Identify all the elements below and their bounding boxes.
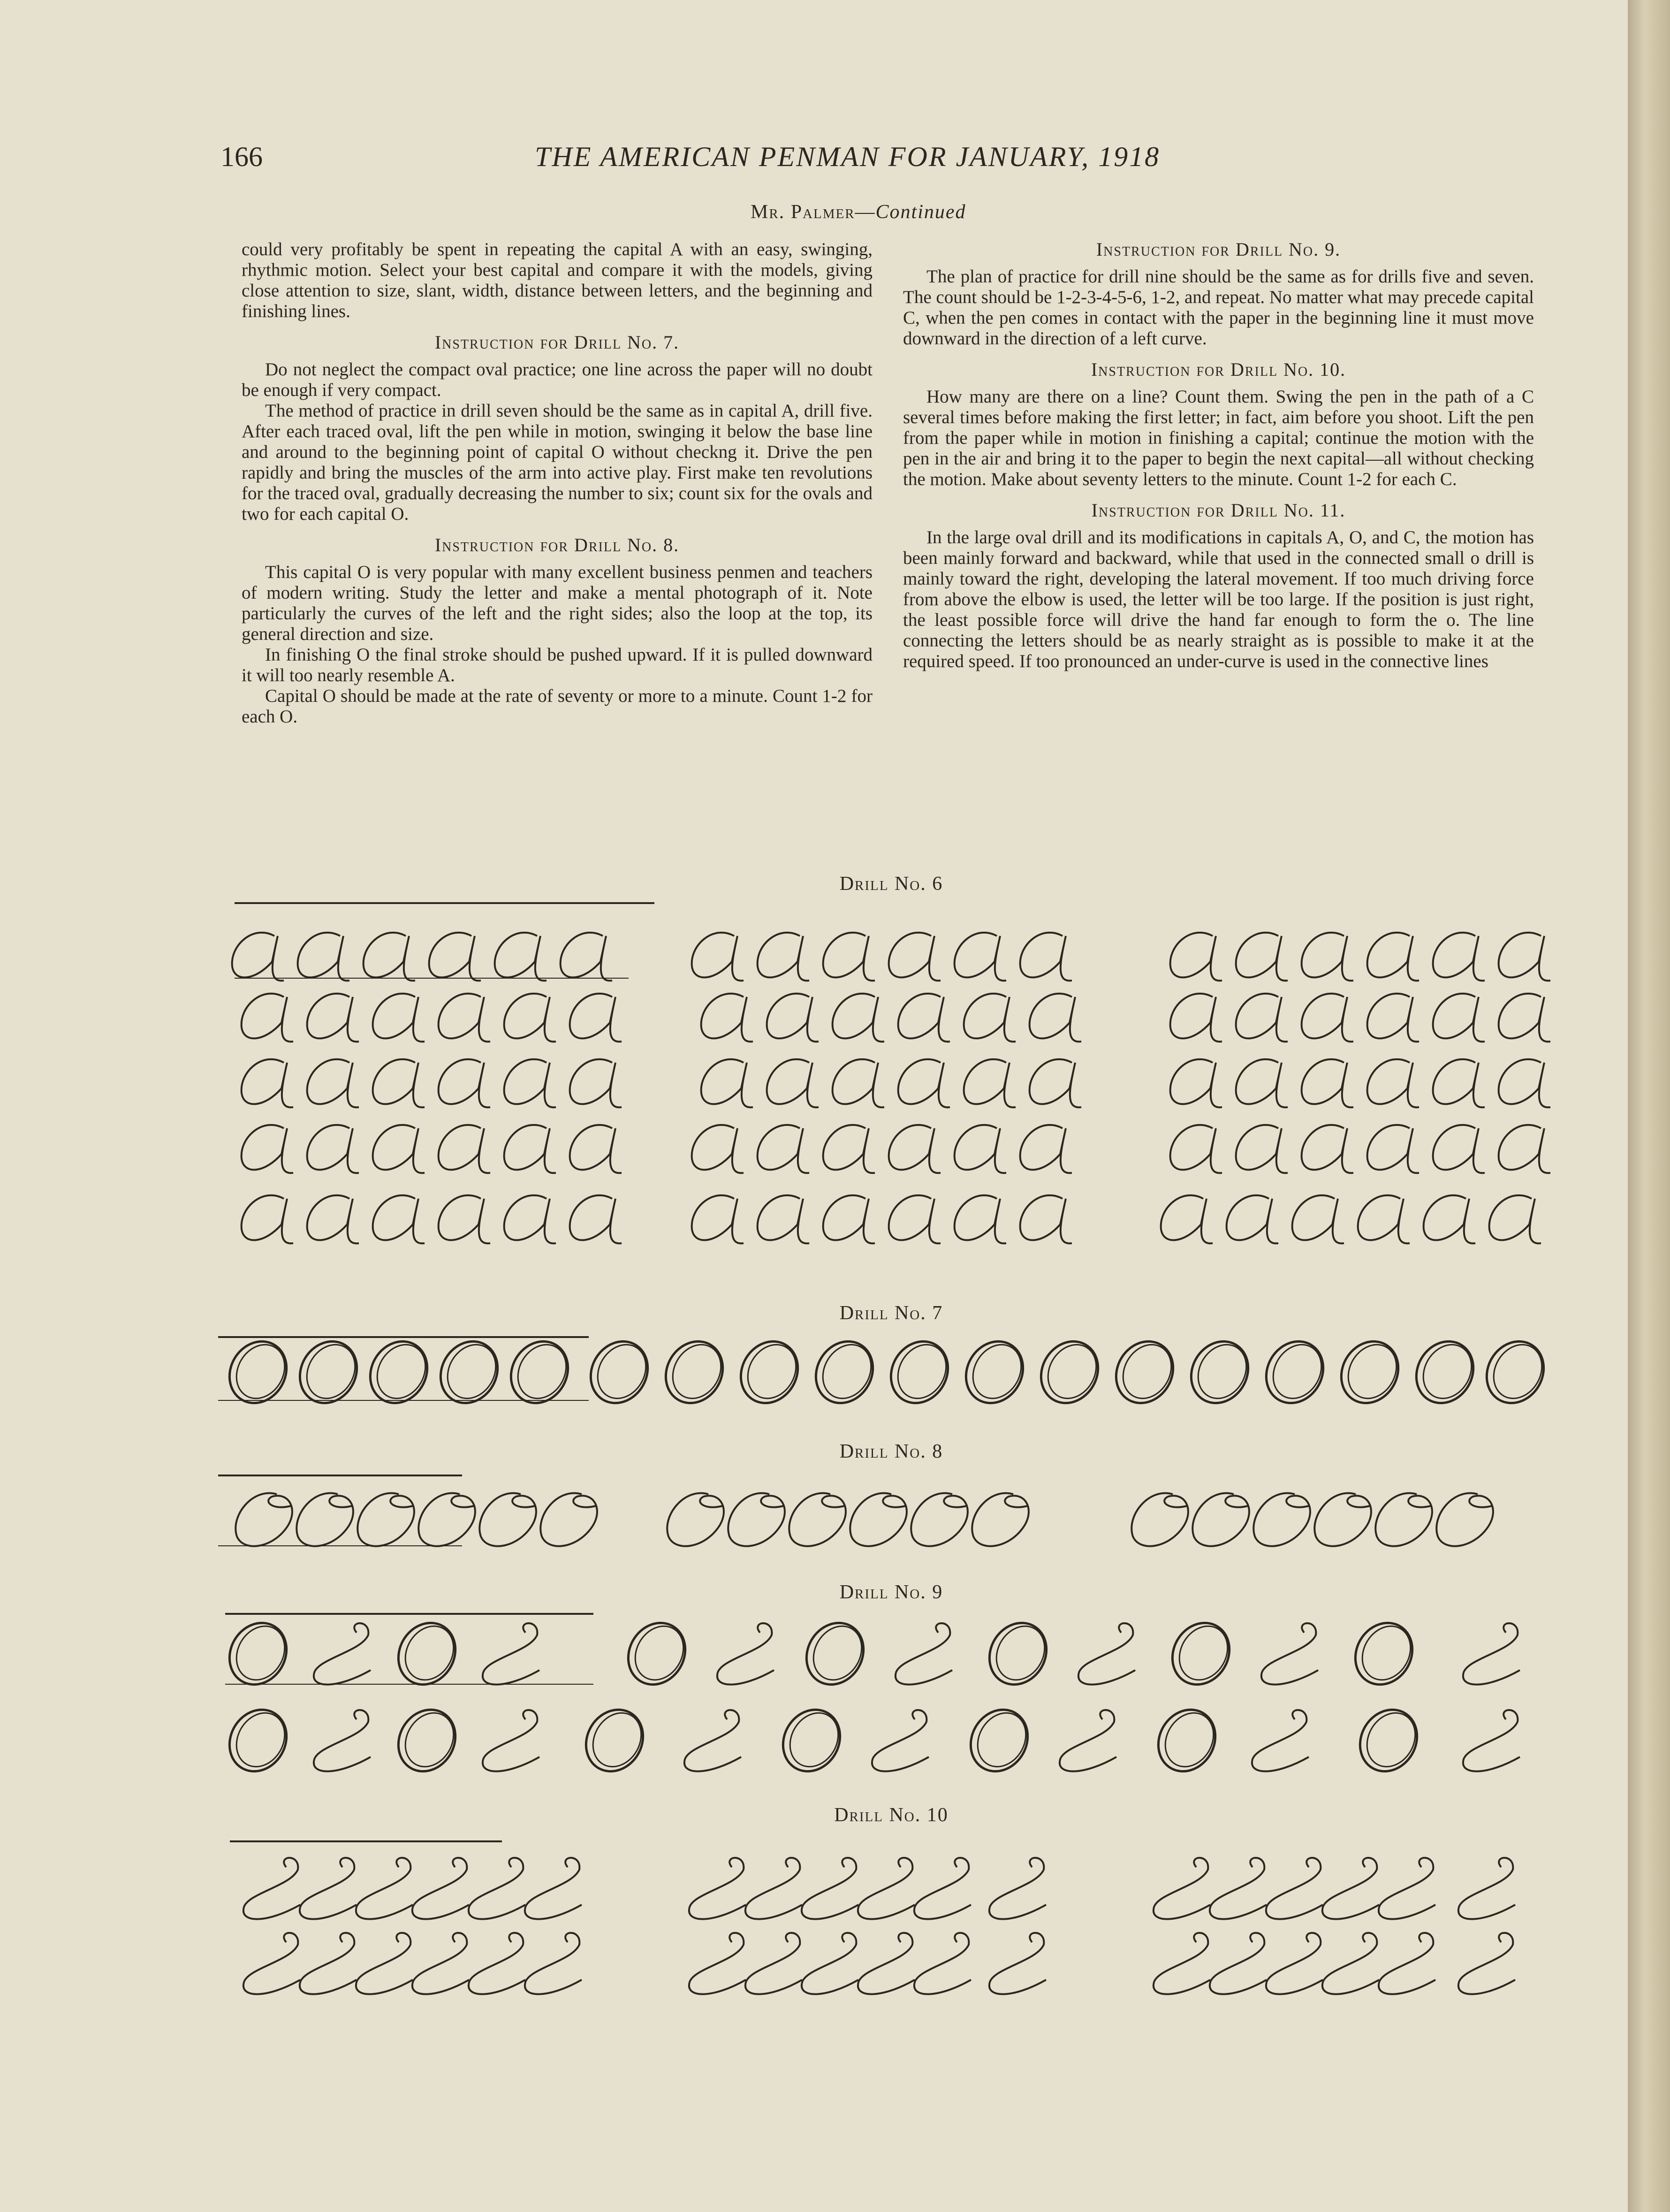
drill8-title: Drill No. 8 [839,1441,943,1462]
drill7-paragraph-2: The method of practice in drill seven should be the same as in capital A, drill five. After each traced oval, lift the pen while in motion, swinging it below the base line and around to the beginning point of capital O without checkng it. Drive the pen rapidly and bring the muscles of the arm into active play. First make ten revolutions for the traced oval, gradually decreasing the number to six; count six for the ovals and two for each capital O. [242,401,873,524]
drill10-row-1 [243,1858,1515,1919]
drill8-paragraph-1: This capital O is very popular with many excellent business penmen and teachers of modern writing. Study the letter and make a mental photograph of it. Note particularly the curves of the left and the right sides; also the loop at the top, its general direction and size. [242,562,873,644]
drill8-paragraph-3: Capital O should be made at the rate of seventy or more to a minute. Count 1-2 for each O. [242,686,873,727]
drill6-row-3 [242,1059,1550,1108]
drill6-row-1 [232,933,1550,981]
drill9-row-2 [219,1699,1520,1782]
intro-paragraph: could very profitably be spent in repeating the capital A with an easy, swinging, rhythmic motion. Select your best capital and compare it with the models, giving close attention to size, slant, width, distance between letters, and the beginning and finishing lines. [242,239,873,321]
drill10-row-2 [243,1933,1515,1994]
drill11-heading: Instruction for Drill No. 11. [1091,500,1346,521]
page-number: 166 [220,141,263,172]
drill7-paragraph-1: Do not neglect the compact oval practice; one line across the paper will no doubt be enough if very compact. [242,359,873,400]
drill7-title: Drill No. 7 [839,1302,943,1324]
drill8-row [235,1493,1493,1546]
byline-continued: Continued [875,201,966,223]
drill9-title: Drill No. 9 [839,1581,943,1603]
drill6-row-5 [242,1195,1541,1244]
journal-title: THE AMERICAN PENMAN FOR JANUARY, 1918 [535,141,1161,172]
drill6-title: Drill No. 6 [839,873,943,895]
drill10-paragraph: How many are there on a line? Count them. Swing the pen in the path of a C several times before making the first letter; in fact, aim before you shoot. Lift the pen from the paper while in motion in finishing a capital; continue the motion with the pen in the air and bring it to the paper to begin the next capital—all without checking the motion. Make about seventy letters to the minute. Count 1-2 for each C. [903,387,1534,489]
drill9-paragraph: The plan of practice for drill nine should be the same as for drills five and seven. The count should be 1-2-3-4-5-6, 1-2, and repeat. No matter what may precede capital C, when the pen comes in contact with the paper in the beginning line it must move downward in the direction of a left curve. [903,266,1534,349]
book-spine [1628,0,1670,2212]
drill9-row-1 [219,1612,1520,1695]
drill8-paragraph-2: In finishing O the final stroke should be pushed upward. If it is pulled downward it will too nearly resemble A. [242,645,873,685]
drill6-row-4 [242,1125,1550,1173]
drill7-row [219,1331,1555,1414]
drill10-title: Drill No. 10 [834,1804,949,1826]
byline-author: Mr. Palmer— [751,201,876,223]
drill10-heading: Instruction for Drill No. 10. [1091,359,1346,380]
drill6-row-2 [242,994,1550,1042]
drill7-heading: Instruction for Drill No. 7. [434,332,680,353]
drill9-heading: Instruction for Drill No. 9. [1096,239,1341,260]
drill8-heading: Instruction for Drill No. 8. [434,534,680,555]
drill11-paragraph: In the large oval drill and its modifications in capitals A, O, and C, the motion has been mainly forward and backward, while that used in the connected small o drill is mainly toward the right, developing the lateral movement. If too much driving force from above the elbow is used, the letter will be too large. If the position is just right, the least possible force will drive the hand far enough to form the o. The line connecting the letters should be as nearly straight as is possible to make it at the required speed. If too pronounced an under-curve is used in the connective lines [903,527,1534,671]
